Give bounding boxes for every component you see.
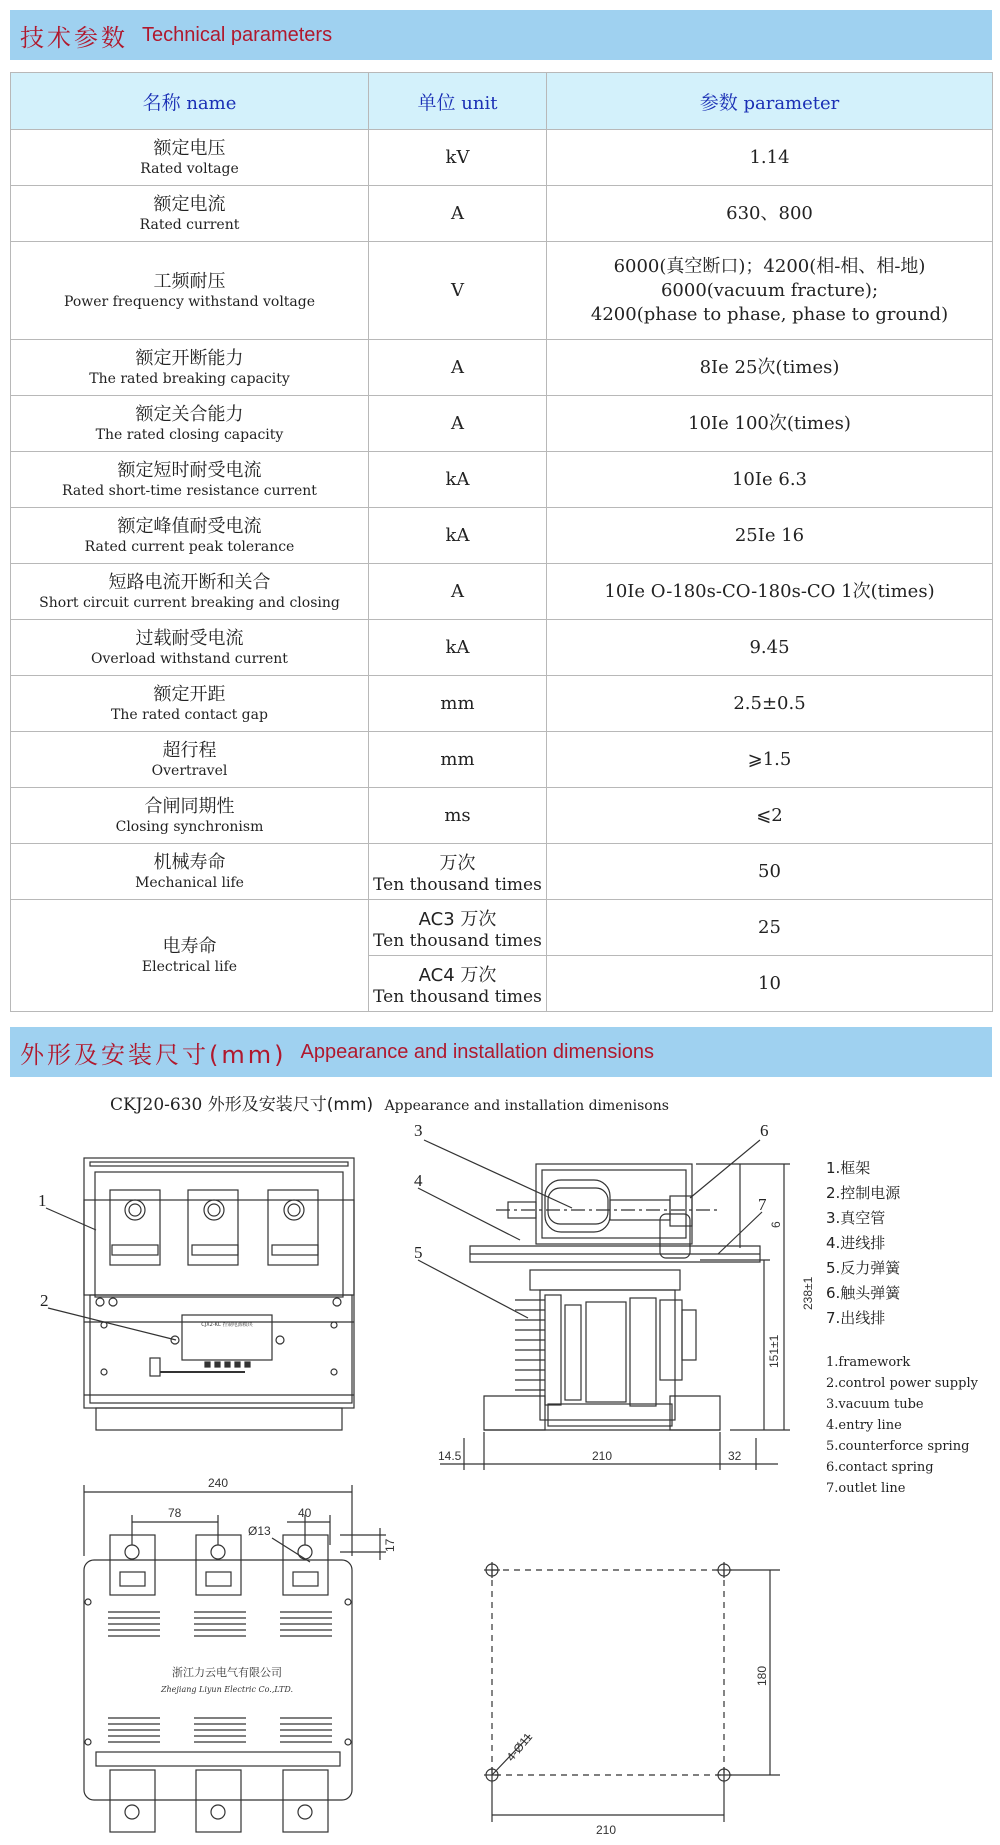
legend-item-zh: 3.真空管 bbox=[826, 1209, 886, 1227]
side-view-drawing bbox=[418, 1140, 790, 1470]
front-dim-edge: 40 bbox=[298, 1506, 312, 1520]
side-dim-height-inner: 151±1 bbox=[767, 1334, 781, 1368]
brand-en: Zhejiang Liyun Electric Co.,LTD. bbox=[160, 1685, 294, 1694]
side-dim-height-total: 238±1 bbox=[801, 1276, 815, 1310]
callout-5: 5 bbox=[414, 1243, 423, 1262]
mount-dim-width: 210 bbox=[596, 1823, 617, 1837]
param-value: ⩾1.5 bbox=[547, 732, 993, 788]
legend-en bbox=[826, 1352, 978, 1499]
legend-item-en: 4.entry line bbox=[826, 1418, 902, 1433]
param-value: 50 bbox=[547, 844, 993, 900]
callout-7: 7 bbox=[758, 1195, 767, 1214]
param-name-en: Overload withstand current bbox=[91, 650, 288, 667]
param-name-zh: 额定短时耐受电流 bbox=[117, 459, 262, 481]
param-value: 1.14 bbox=[547, 130, 993, 186]
param-name-en: Short circuit current breaking and closing bbox=[39, 594, 340, 611]
module-label: CJX2-KC 控制电源模块 bbox=[201, 1322, 253, 1328]
callout-2: 2 bbox=[40, 1291, 49, 1310]
side-dim-top: 6 bbox=[769, 1221, 783, 1228]
param-name-zh: 超行程 bbox=[162, 739, 217, 761]
param-name-en: Rated short-time resistance current bbox=[62, 482, 317, 499]
param-name-en: Closing synchronism bbox=[115, 818, 264, 835]
callout-1: 1 bbox=[38, 1191, 47, 1210]
section-title-en: Technical parameters bbox=[142, 23, 333, 46]
param-unit: V bbox=[369, 242, 547, 340]
param-name-en: Overtravel bbox=[151, 762, 228, 779]
header-unit: 单位 unit bbox=[369, 73, 547, 130]
callout-4: 4 bbox=[414, 1171, 423, 1190]
param-name-en: Mechanical life bbox=[135, 874, 244, 891]
param-unit: mm bbox=[369, 676, 547, 732]
param-name-zh: 额定峰值耐受电流 bbox=[117, 515, 262, 537]
param-value: 25 bbox=[547, 900, 993, 956]
bottom-front-drawing bbox=[84, 1485, 386, 1832]
legend-item-en: 5.counterforce spring bbox=[826, 1439, 970, 1454]
param-name-zh: 额定电压 bbox=[153, 137, 226, 159]
param-unit: A bbox=[369, 396, 547, 452]
param-value: 10 bbox=[547, 956, 993, 1012]
caption-zh: 外形及安装尺寸(mm) bbox=[207, 1095, 374, 1115]
front-dim-width: 240 bbox=[208, 1476, 229, 1490]
caption-model: CKJ20-630 bbox=[110, 1095, 203, 1115]
param-name-en: Rated current peak tolerance bbox=[84, 538, 295, 555]
param-value: 2.5±0.5 bbox=[547, 676, 993, 732]
section-title-en: Appearance and installation dimensions bbox=[300, 1040, 655, 1063]
legend-item-en: 3.vacuum tube bbox=[826, 1397, 924, 1412]
legend-item-zh: 6.触头弹簧 bbox=[826, 1284, 901, 1302]
param-value: 25Ie 16 bbox=[547, 508, 993, 564]
param-name-zh: 短路电流开断和关合 bbox=[108, 571, 271, 593]
param-name-zh: 电寿命 bbox=[162, 935, 217, 957]
param-value-line: 6000(真空断口)；4200(相-相、相-地) bbox=[613, 255, 926, 277]
mount-dim-height: 180 bbox=[755, 1665, 769, 1686]
param-name-zh: 过载耐受电流 bbox=[135, 627, 244, 649]
section-title-zh: 技术参数 bbox=[20, 23, 128, 52]
legend-item-en: 6.contact spring bbox=[826, 1460, 934, 1475]
front-dim-tab: 17 bbox=[383, 1538, 397, 1552]
legend-item-zh: 7.出线排 bbox=[826, 1309, 886, 1327]
param-unit: kA bbox=[369, 620, 547, 676]
param-unit: kA bbox=[369, 452, 547, 508]
legend-item-en: 7.outlet line bbox=[826, 1481, 906, 1496]
param-name-zh: 额定开断能力 bbox=[135, 347, 244, 369]
param-name-en: Power frequency withstand voltage bbox=[63, 293, 316, 310]
param-name-en: The rated closing capacity bbox=[95, 426, 284, 443]
param-unit-zh: AC3 万次 bbox=[418, 908, 497, 930]
param-name-en: Rated voltage bbox=[140, 160, 239, 177]
side-dim-mid: 210 bbox=[592, 1449, 613, 1463]
param-name-zh: 机械寿命 bbox=[153, 851, 226, 873]
header-parameter: 参数 parameter bbox=[547, 73, 993, 130]
param-value-line: 6000(vacuum fracture); bbox=[660, 279, 879, 301]
front-dim-pitch: 78 bbox=[168, 1506, 182, 1520]
param-unit: kA bbox=[369, 508, 547, 564]
param-value: 10Ie 6.3 bbox=[547, 452, 993, 508]
legend-item-zh: 2.控制电源 bbox=[826, 1184, 901, 1202]
param-unit-zh: AC4 万次 bbox=[418, 964, 497, 986]
legend-item-zh: 5.反力弹簧 bbox=[826, 1259, 901, 1277]
param-value: 9.45 bbox=[547, 620, 993, 676]
param-name-zh: 额定开距 bbox=[153, 683, 226, 705]
param-value: ⩽2 bbox=[547, 788, 993, 844]
legend-item-zh: 4.进线排 bbox=[826, 1234, 886, 1252]
param-name-en: The rated breaking capacity bbox=[89, 370, 290, 387]
callout-6: 6 bbox=[760, 1121, 769, 1140]
param-name-zh: 额定关合能力 bbox=[135, 403, 244, 425]
front-view-drawing bbox=[46, 1158, 354, 1430]
legend-item-zh: 1.框架 bbox=[826, 1159, 871, 1177]
legend-item-en: 2.control power supply bbox=[826, 1376, 978, 1391]
param-unit: A bbox=[369, 564, 547, 620]
param-value-line: 4200(phase to phase, phase to ground) bbox=[590, 303, 949, 325]
param-value: 630、800 bbox=[547, 186, 993, 242]
param-name-en: The rated contact gap bbox=[111, 706, 268, 723]
brand-zh: 浙江力云电气有限公司 bbox=[172, 1666, 282, 1679]
param-unit-en: Ten thousand times bbox=[373, 986, 542, 1007]
param-name-en: Rated current bbox=[139, 216, 240, 233]
param-name-zh: 合闸同期性 bbox=[144, 795, 235, 817]
param-unit-zh: 万次 bbox=[439, 852, 476, 874]
param-name-zh: 工频耐压 bbox=[153, 270, 226, 292]
param-unit: mm bbox=[369, 732, 547, 788]
param-value: 10Ie 100次(times) bbox=[547, 396, 993, 452]
legend-item-en: 1.framework bbox=[826, 1355, 911, 1370]
side-dim-left: 14.5 bbox=[438, 1449, 462, 1463]
section-title-zh: 外形及安装尺寸(mm) bbox=[20, 1040, 287, 1069]
param-value: 8Ie 25次(times) bbox=[547, 340, 993, 396]
mounting-pattern-drawing bbox=[484, 1562, 780, 1822]
header-name: 名称 name bbox=[11, 73, 369, 130]
param-unit: A bbox=[369, 340, 547, 396]
param-unit: A bbox=[369, 186, 547, 242]
param-unit-en: Ten thousand times bbox=[373, 930, 542, 951]
param-unit-en: Ten thousand times bbox=[373, 874, 542, 895]
param-unit: ms bbox=[369, 788, 547, 844]
param-name-zh: 额定电流 bbox=[153, 193, 226, 215]
front-dim-hole: Ø13 bbox=[248, 1524, 271, 1538]
callout-3: 3 bbox=[414, 1121, 423, 1140]
mount-dim-holes: 4-Ø11 bbox=[503, 1730, 536, 1764]
param-name-en: Electrical life bbox=[141, 958, 238, 975]
side-dim-right: 32 bbox=[728, 1449, 742, 1463]
param-unit: kV bbox=[369, 130, 547, 186]
caption-en: Appearance and installation dimenisons bbox=[384, 1098, 669, 1114]
legend-zh bbox=[826, 1156, 900, 1331]
param-value: 10Ie O-180s-CO-180s-CO 1次(times) bbox=[547, 564, 993, 620]
